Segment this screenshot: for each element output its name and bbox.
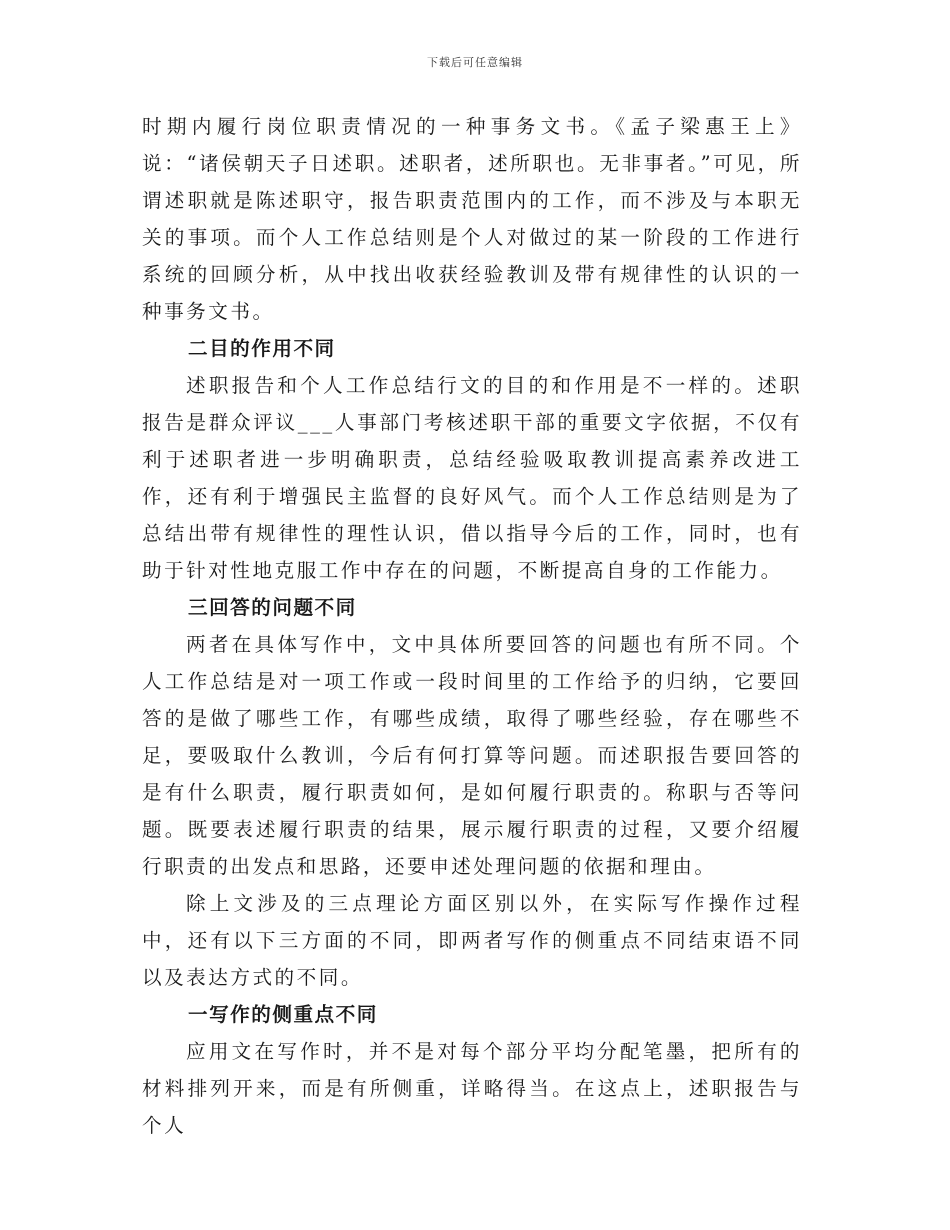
paragraph-purpose: 述职报告和个人工作总结行文的目的和作用是不一样的。述职报告是群众评议___人事部门考核述职干部的重要文字依据，不仅有利于述职者进一步明确职责，总结经验吸取教训提高素养改进工作，还有利于增强民主监督的良好风气。而个人工作总结则是为了总结出带有规律性的理性认识，借以指导今后的工作，同时，也有助于针对性地克服工作中存在的问题，不断提高自身的工作能力。 xyxy=(142,374,802,582)
section-heading-focus: 一写作的侧重点不同 xyxy=(188,1003,378,1026)
document-body xyxy=(142,108,802,1144)
paragraph-focus: 应用文在写作时，并不是对每个部分平均分配笔墨，把所有的材料排列开来，而是有所侧重，详略得当。在这点上，述职报告与个人 xyxy=(142,1040,802,1137)
section-heading-purpose: 二目的作用不同 xyxy=(188,337,336,360)
section-heading-questions: 三回答的问题不同 xyxy=(188,596,357,619)
paragraph-questions: 两者在具体写作中，文中具体所要回答的问题也有所不同。个人工作总结是对一项工作或一段时间里的工作给予的归纳，它要回答的是做了哪些工作，有哪些成绩，取得了哪些经验，存在哪些不足，要吸取什么教训，今后有何打算等问题。而述职报告要回答的是有什么职责，履行职责如何，是如何履行职责的。称职与否等问题。既要表述履行职责的结果，展示履行职责的过程，又要介绍履行职责的出发点和思路，还要申述处理问题的依据和理由。 xyxy=(142,633,802,878)
paragraph-other-differences: 除上文涉及的三点理论方面区别以外，在实际写作操作过程中，还有以下三方面的不同，即两者写作的侧重点不同结束语不同以及表达方式的不同。 xyxy=(142,892,802,989)
paragraph-definition: 时期内履行岗位职责情况的一种事务文书。《孟子梁惠王上》说：“诸侯朝天子日述职。述职者，述所职也。无非事者。”可见，所谓述职就是陈述职守，报告职责范围内的工作，而不涉及与本职无关的事项。而个人工作总结则是个人对做过的某一阶段的工作进行系统的回顾分析，从中找出收获经验教训及带有规律性的认识的一种事务文书。 xyxy=(142,115,802,323)
page-header: 下载后可任意编辑 xyxy=(427,56,523,69)
